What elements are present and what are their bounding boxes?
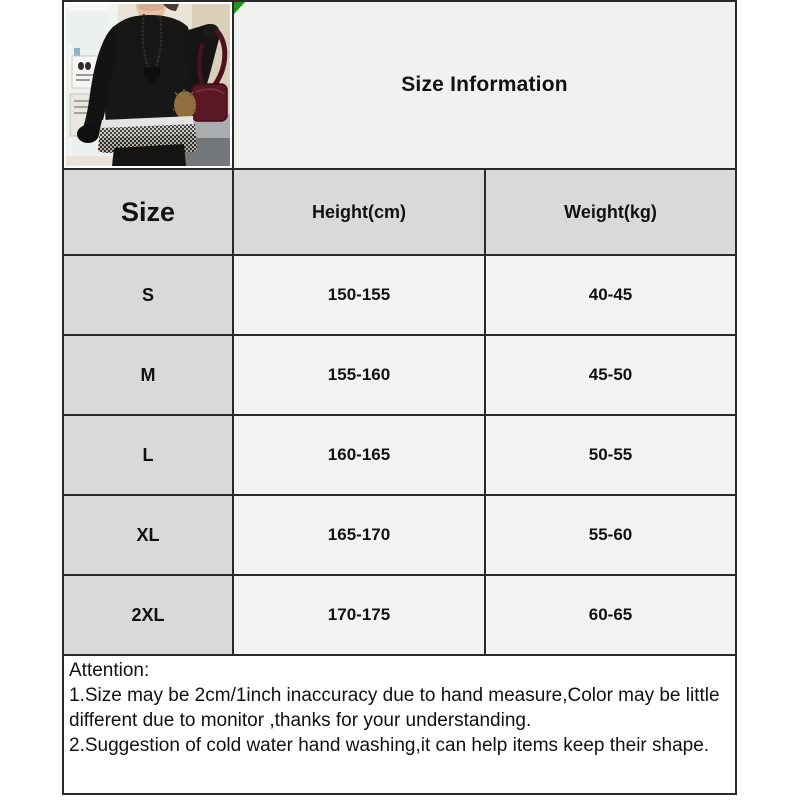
attention-heading: Attention: [69, 660, 150, 681]
page-title: Size Information [401, 73, 568, 96]
table-row-weight-value: 60-65 [486, 576, 735, 654]
table-row-size-label: M [64, 336, 232, 414]
attention-note-1: 1.Size may be 2cm/1inch inaccuracy due to hand measure,Color may be little different due to monitor ,thanks for your understanding. [69, 685, 720, 731]
green-corner-icon [234, 2, 245, 14]
column-header-weight: Weight(kg) [486, 170, 735, 254]
table-row-height-value: 155-160 [234, 336, 484, 414]
table-row-height-value: 165-170 [234, 496, 484, 574]
table-row-height-value: 160-165 [234, 416, 484, 494]
table-row-weight-value: 45-50 [486, 336, 735, 414]
product-photo-cell [64, 2, 232, 168]
table-row-weight-value: 55-60 [486, 496, 735, 574]
table-row-height-value: 170-175 [234, 576, 484, 654]
table-row-size-label: XL [64, 496, 232, 574]
attention-notes [64, 656, 735, 793]
table-row-height-value: 150-155 [234, 256, 484, 334]
product-photo [66, 4, 230, 166]
size-chart-sheet [62, 0, 737, 795]
table-row-size-label: L [64, 416, 232, 494]
column-header-height: Height(cm) [234, 170, 484, 254]
column-header-size: Size [64, 170, 232, 254]
attention-note-2: 2.Suggestion of cold water hand washing,it can help items keep their shape. [69, 735, 710, 756]
table-row-weight-value: 50-55 [486, 416, 735, 494]
size-information-header [234, 2, 735, 168]
table-row-size-label: S [64, 256, 232, 334]
table-row-size-label: 2XL [64, 576, 232, 654]
table-row-weight-value: 40-45 [486, 256, 735, 334]
